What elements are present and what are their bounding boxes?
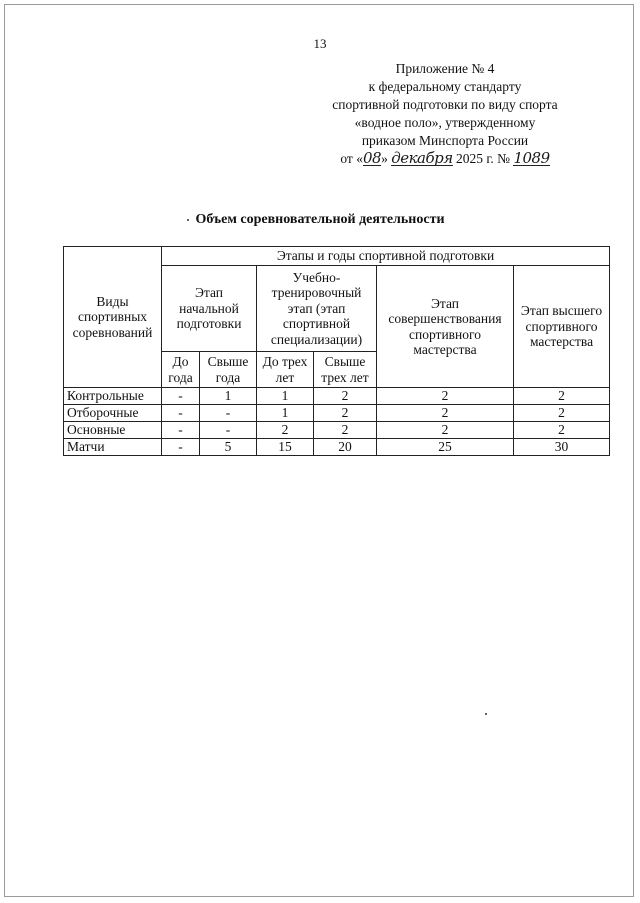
appendix-line-2: к федеральному стандарту [368,79,522,94]
scan-speck [187,219,189,221]
header-stage-initial: Этап начальной подготовки [162,266,257,352]
appendix-line-4: «водное поло», утвержденному [354,115,536,130]
table-cell: - [162,405,200,422]
table-cell: - [200,405,257,422]
appendix-line-3: спортивной подготовки по виду спорта [332,97,558,112]
row-label: Матчи [64,439,162,456]
header-stage-higher: Этап высшего спортивного мастерства [514,266,610,388]
order-quote-close: » [381,151,388,166]
table-cell: - [162,439,200,456]
order-number-handwritten: 1089 [513,149,550,167]
table-cell: 25 [377,439,514,456]
row-label: Основные [64,422,162,439]
table-cell: 2 [314,388,377,405]
subheader-over-year: Свыше года [200,352,257,388]
table-cell: - [162,388,200,405]
header-stages-group: Этапы и годы спортивной подготовки [162,247,610,266]
table-row [64,422,610,439]
order-year: 2025 г. № [456,151,511,166]
table-cell: 1 [257,388,314,405]
competition-volume-table [63,246,610,456]
table-cell: 2 [314,405,377,422]
table-cell: 2 [514,388,610,405]
table-cell: 2 [377,405,514,422]
table-cell: - [200,422,257,439]
appendix-header [285,60,605,168]
table-cell: 2 [377,422,514,439]
order-date-line [285,150,605,168]
order-month-handwritten: декабря [391,149,453,167]
page-number: 13 [313,36,327,51]
table-row [64,388,610,405]
table-cell: 2 [514,405,610,422]
document-title: Объем соревновательной деятельности [195,212,445,227]
table-cell: 30 [514,439,610,456]
appendix-line-5: приказом Минспорта России [361,133,529,148]
table-cell: 2 [514,422,610,439]
header-competition-types: Виды спортивных соревнований [64,247,162,388]
row-label: Отборочные [64,405,162,422]
table-row [64,439,610,456]
scan-speck [485,713,487,715]
table-cell: 2 [377,388,514,405]
order-from: от « [340,151,363,166]
appendix-title: Приложение № 4 [395,61,495,76]
table-cell: 1 [257,405,314,422]
table-cell: - [162,422,200,439]
order-day-handwritten: 08 [362,149,382,167]
table-cell: 2 [257,422,314,439]
table-row [64,405,610,422]
header-stage-improvement: Этап совершенствования спортивного мастерства [377,266,514,388]
table-cell: 20 [314,439,377,456]
subheader-over-three-years: Свыше трех лет [314,352,377,388]
table-cell: 15 [257,439,314,456]
table-cell: 5 [200,439,257,456]
row-label: Контрольные [64,388,162,405]
subheader-up-to-year: До года [162,352,200,388]
table-cell: 1 [200,388,257,405]
subheader-up-to-three-years: До трех лет [257,352,314,388]
header-stage-training: Учебно-тренировочный этап (этап спортивной специализации) [257,266,377,352]
table-cell: 2 [314,422,377,439]
